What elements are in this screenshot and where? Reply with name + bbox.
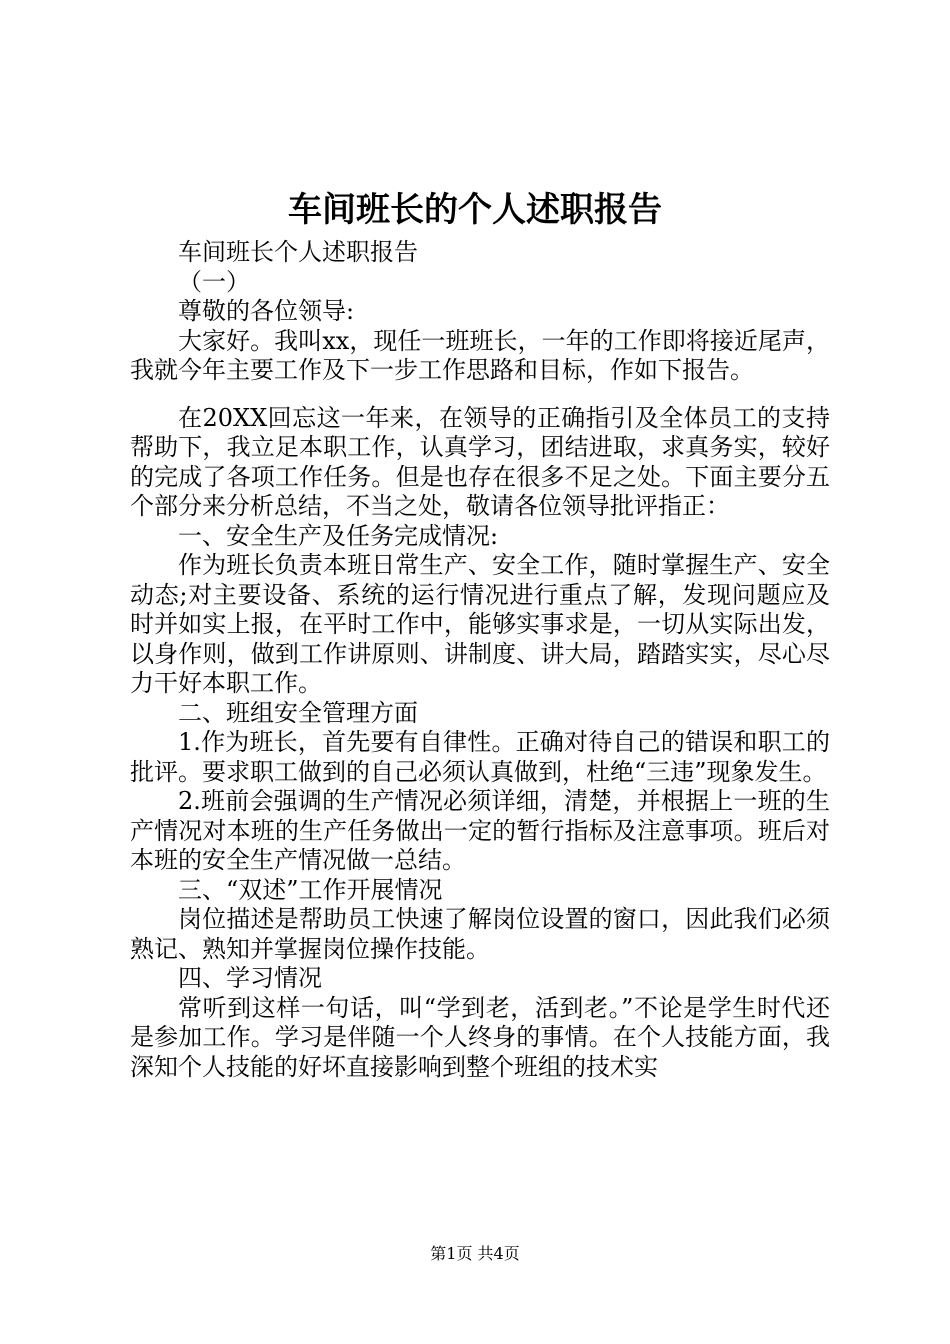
page-footer: 第1页 共4页 [430,1244,520,1263]
section-heading-3: 三、“双述”工作开展情况 [178,875,443,904]
paragraph-section-2-item-2: 2.班前会强调的生产情况必须详细，清楚，并根据上一班的生产情况对本班的生产任务做出一定的暂行指标及注意事项。班后对本班的安全生产情况做一总结。 [130,787,830,874]
paragraph-subtitle: 车间班长个人述职报告 [178,238,418,266]
paragraph-section-2-item-1: 1.作为班长，首先要有自律性。正确对待自己的错误和职工的批评。要求职工做到的自己必须认真做到，杜绝“三违”现象发生。 [130,728,830,786]
paragraph-salutation: 尊敬的各位领导: [178,297,355,325]
document-title: 车间班长的个人述职报告 [288,190,662,230]
paragraph-review: 在20XX回忘这一年来，在领导的正确指引及全体员工的支持帮助下，我立足本职工作，认真学习，团结进取，求真务实，较好的完成了各项工作任务。但是也存在很多不足之处。下面主要分五个部分来分析总结，不当之处，敬请各位领导批评指正： [130,403,830,520]
section-heading-2: 二、班组安全管理方面 [178,698,418,727]
paragraph-greeting: 大家好。我叫xx，现任一班班长，一年的工作即将接近尾声，我就今年主要工作及下一步工作思路和目标，作如下报告。 [130,326,830,384]
paragraph-section-4: 常听到这样一句话，叫“学到老，活到老。”不论是学生时代还是参加工作。学习是伴随一个人终身的事情。在个人技能方面，我深知个人技能的好坏直接影响到整个班组的技术实 [130,993,830,1081]
paragraph-section-3: 岗位描述是帮助员工快速了解岗位设置的窗口，因此我们必须熟记、熟知并掌握岗位操作技能。 [130,905,830,963]
section-heading-1: 一、安全生产及任务完成情况: [178,521,499,550]
section-heading-4: 四、学习情况 [178,964,322,992]
paragraph-part-number: （一） [178,267,250,296]
document-body [130,238,830,1082]
paragraph-section-1: 作为班长负责本班日常生产、安全工作，随时掌握生产、安全动态;对主要设备、系统的运行情况进行重点了解，发现问题应及时并如实上报，在平时工作中，能够实事求是，一切从实际出发，以身作则，做到工作讲原则、讲制度、讲大局，踏踏实实，尽心尽力干好本职工作。 [130,551,830,697]
